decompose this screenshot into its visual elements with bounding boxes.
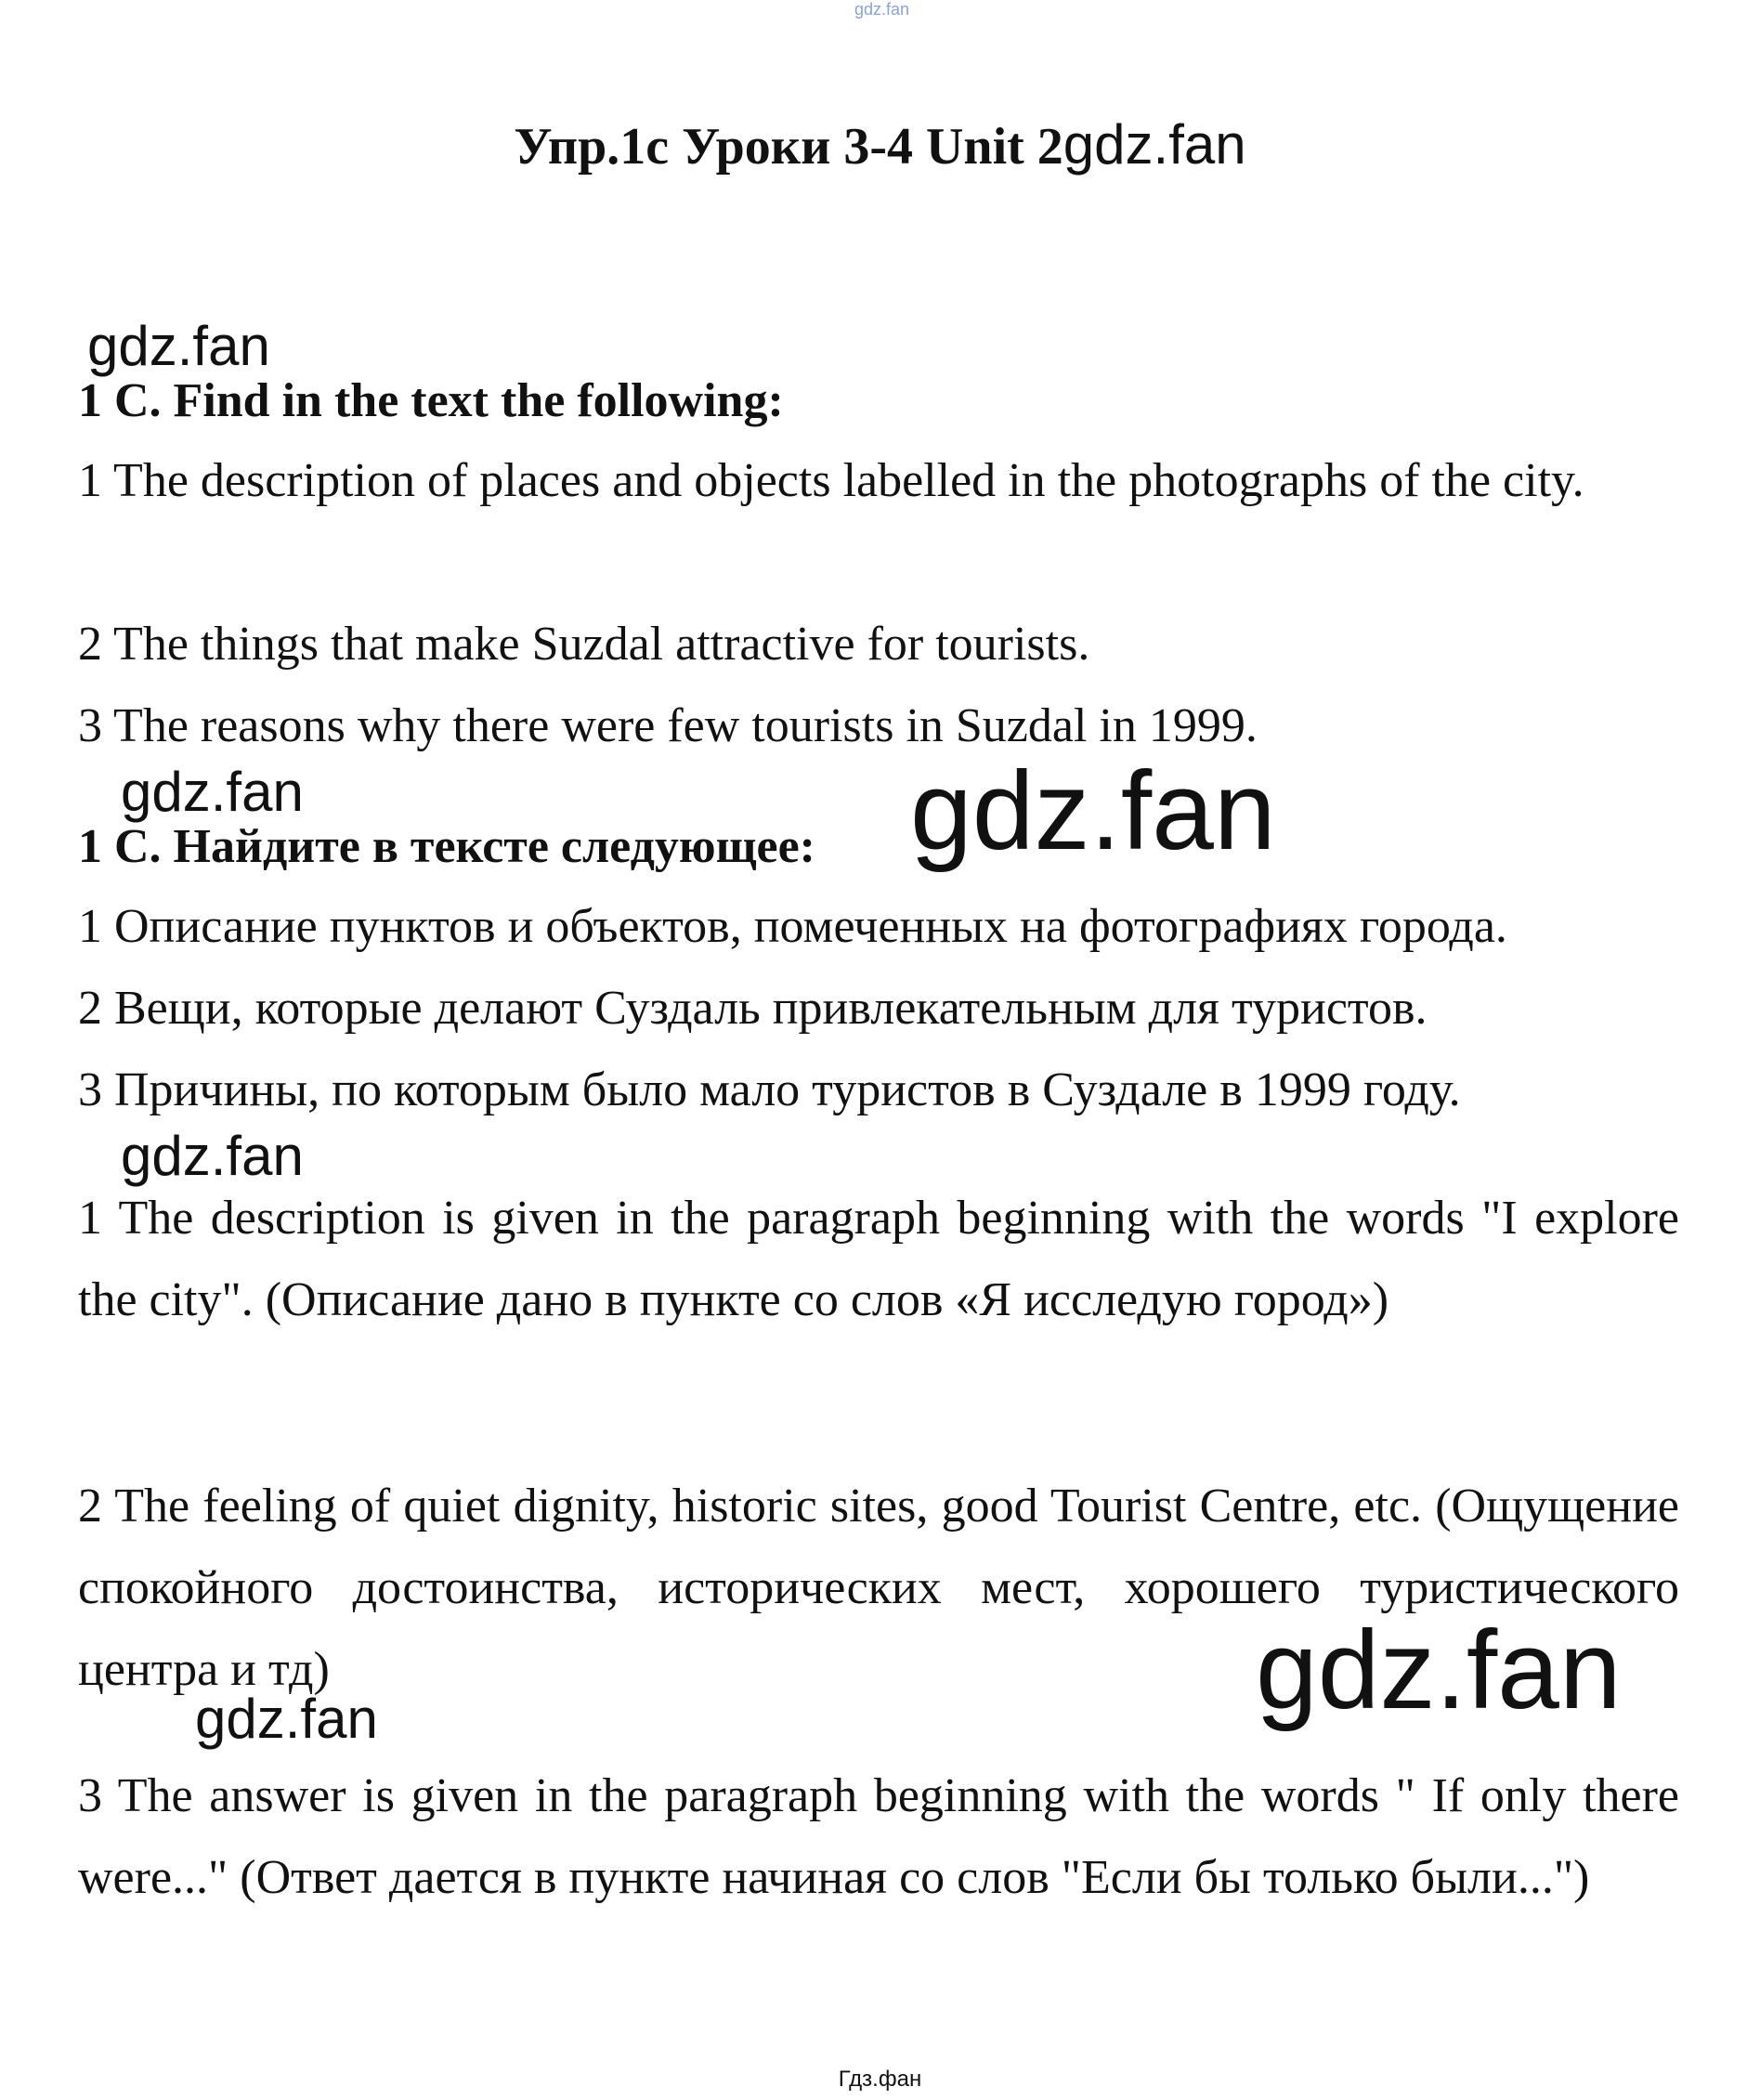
watermark: gdz.fan bbox=[910, 749, 1276, 873]
answer-item: 2 The feeling of quiet dignity, historic sites, good Tourist Centre, etc. (Ощущение спокойного достоинства, исторических мест, хорошего туристического центра и тд) bbox=[78, 1480, 1679, 1696]
watermark: gdz.fan bbox=[195, 1688, 378, 1750]
page-title-text: Упр.1c Уроки 3-4 Unit 2 bbox=[514, 118, 1063, 176]
watermark: gdz.fan bbox=[87, 315, 270, 377]
english-task-item: 3 The reasons why there were few tourists in Suzdal in 1999. bbox=[78, 699, 1258, 752]
watermark: gdz.fan bbox=[1256, 1608, 1622, 1732]
page-title bbox=[0, 111, 1760, 180]
russian-task-item: 3 Причины, по которым было мало туристов в Суздале в 1999 году. bbox=[78, 1063, 1461, 1116]
russian-task-item: 1 Описание пунктов и объектов, помеченных на фотографиях города. bbox=[78, 900, 1507, 953]
answer-item: 3 The answer is given in the paragraph beginning with the words " If only there were..." (Ответ дается в пункте начиная со слов "Если бы только были...") bbox=[78, 1769, 1679, 1904]
watermark: gdz.fan bbox=[121, 761, 304, 823]
english-task-item: 1 The description of places and objects labelled in the photographs of the city. bbox=[78, 454, 1584, 507]
title-watermark: gdz.fan bbox=[1063, 113, 1246, 176]
english-task-heading: 1 C. Find in the text the following: bbox=[78, 374, 784, 427]
russian-task-heading: 1 C. Найдите в тексте следующее: bbox=[78, 820, 815, 873]
russian-task-item: 2 Вещи, которые делают Суздаль привлекательным для туристов. bbox=[78, 982, 1428, 1035]
watermark: gdz.fan bbox=[121, 1125, 304, 1187]
english-task-item: 2 The things that make Suzdal attractive for tourists. bbox=[78, 618, 1090, 671]
top-watermark: gdz.fan bbox=[854, 0, 910, 19]
footer-text: Гдз.фан bbox=[838, 2067, 922, 2092]
answer-item: 1 The description is given in the paragraph beginning with the words "I explore the city". (Описание дано в пункте со слов «Я исследую город») bbox=[78, 1192, 1679, 1326]
